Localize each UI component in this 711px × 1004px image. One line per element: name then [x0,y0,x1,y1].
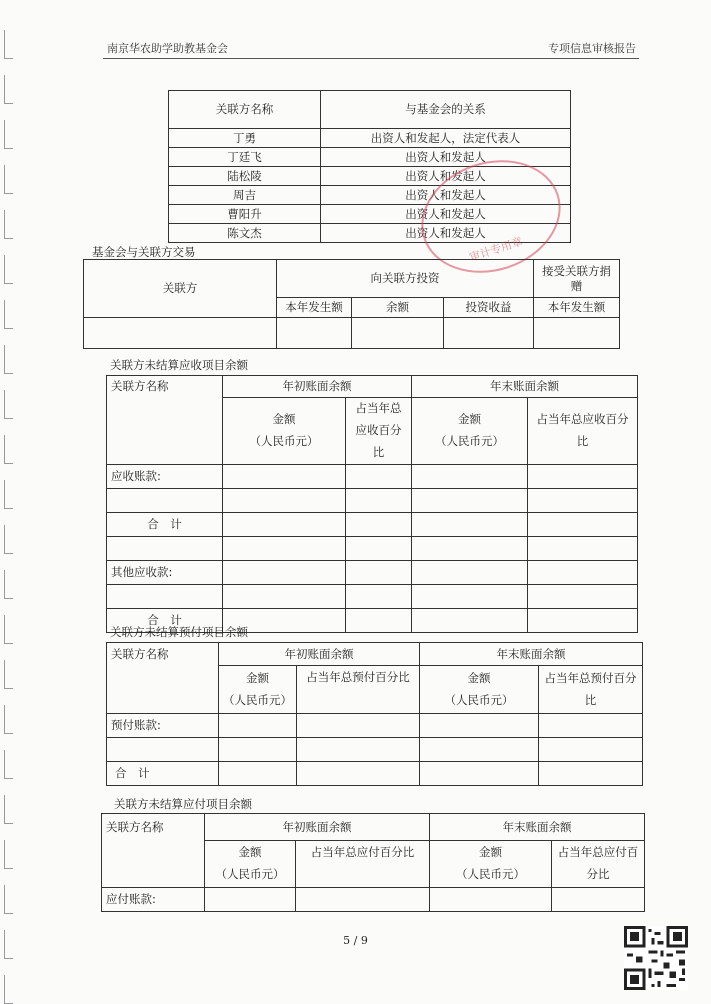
header-rule [103,58,639,59]
sub-balance: 余额 [352,298,444,318]
sub-income: 投资收益 [444,298,534,318]
page-number: 5 / 9 [343,934,368,947]
payables-table [101,813,645,912]
col-party: 关联方 [84,260,277,318]
amount-label: 金额 [272,411,296,426]
col-name: 关联方名称 [107,643,219,714]
party-name: 丁廷飞 [169,148,321,167]
transactions-table [83,259,620,349]
pct-begin: 占当年总应付百分比 [296,841,430,888]
binding-holes [4,30,14,990]
currency-label: （人民币元） [249,433,319,448]
col-name: 关联方名称 [102,814,205,888]
receivables-table [106,375,638,633]
row-accounts-payable: 应付账款: [102,888,205,912]
header-report-title: 专项信息审核报告 [548,42,636,55]
row-prepayments: 预付账款: [107,714,219,738]
qr-code [624,926,688,990]
header-org-name: 南京华农助学助教基金会 [107,42,228,55]
party-relation: 出资人和发起人 [321,205,571,224]
transactions-caption: 基金会与关联方交易 [92,245,196,259]
sub-donation-current: 本年发生额 [534,298,620,318]
pct-end: 占当年总应付百分比 [552,841,645,888]
payables-caption: 关联方未结算应付项目余额 [114,797,252,811]
col-donation: 接受关联方捐赠 [534,260,620,298]
pct-begin: 占当年总预付百分比 [297,666,420,714]
col-end: 年末账面余额 [412,376,638,398]
amount-label: 金额 [458,411,481,426]
currency-label: （人民币元） [444,692,514,707]
party-relation: 出资人和发起人 [321,148,571,167]
party-name: 丁勇 [169,129,321,148]
col-begin: 年初账面余额 [223,376,412,398]
col-end: 年末账面余额 [420,643,643,666]
party-name: 曹阳升 [169,205,321,224]
row-total: 合 计 [107,512,223,536]
party-name: 周吉 [169,186,321,205]
col-end: 年末账面余额 [430,814,645,841]
sub-current: 本年发生额 [277,298,352,318]
row-total: 合 计 [107,762,219,786]
row-total: 合 计 [107,608,223,632]
col-relation: 与基金会的关系 [321,91,571,129]
amount-label: 金额 [467,670,491,685]
party-relation: 出资人和发起人 [321,167,571,186]
pct-end: 占当年总预付百分比 [539,666,643,714]
party-relation: 出资人和发起人 [321,186,571,205]
stamp-text: 审计专用章 [467,234,525,265]
currency-label: （人民币元） [223,692,292,707]
amount-label: 金额 [246,670,269,685]
amount-label: 金额 [238,845,262,860]
col-party-name: 关联方名称 [169,91,321,129]
receivables-caption: 关联方未结算应收项目余额 [110,358,248,372]
currency-label: （人民币元） [435,433,504,448]
row-other-receivables: 其他应收款: [107,560,223,584]
amount-label: 金额 [479,845,502,860]
party-relation: 出资人和发起人 [321,224,571,243]
col-begin: 年初账面余额 [219,643,420,666]
row-accounts-receivable: 应收账款: [107,464,223,488]
pct-begin: 占当年总应收百分比 [346,398,412,465]
prepayments-caption: 关联方未结算预付项目余额 [110,625,248,639]
col-name: 关联方名称 [107,376,223,465]
pct-end: 占当年总应收百分比 [528,398,638,465]
currency-label: （人民币元） [456,867,525,881]
prepayments-table [106,642,643,786]
party-name: 陈文杰 [169,224,321,243]
col-invest: 向关联方投资 [277,260,534,298]
col-begin: 年初账面余额 [205,814,430,841]
currency-label: （人民币元） [215,867,285,881]
related-parties-table [168,90,571,243]
party-relation: 出资人和发起人，法定代表人 [321,129,571,148]
party-name: 陆松陵 [169,167,321,186]
